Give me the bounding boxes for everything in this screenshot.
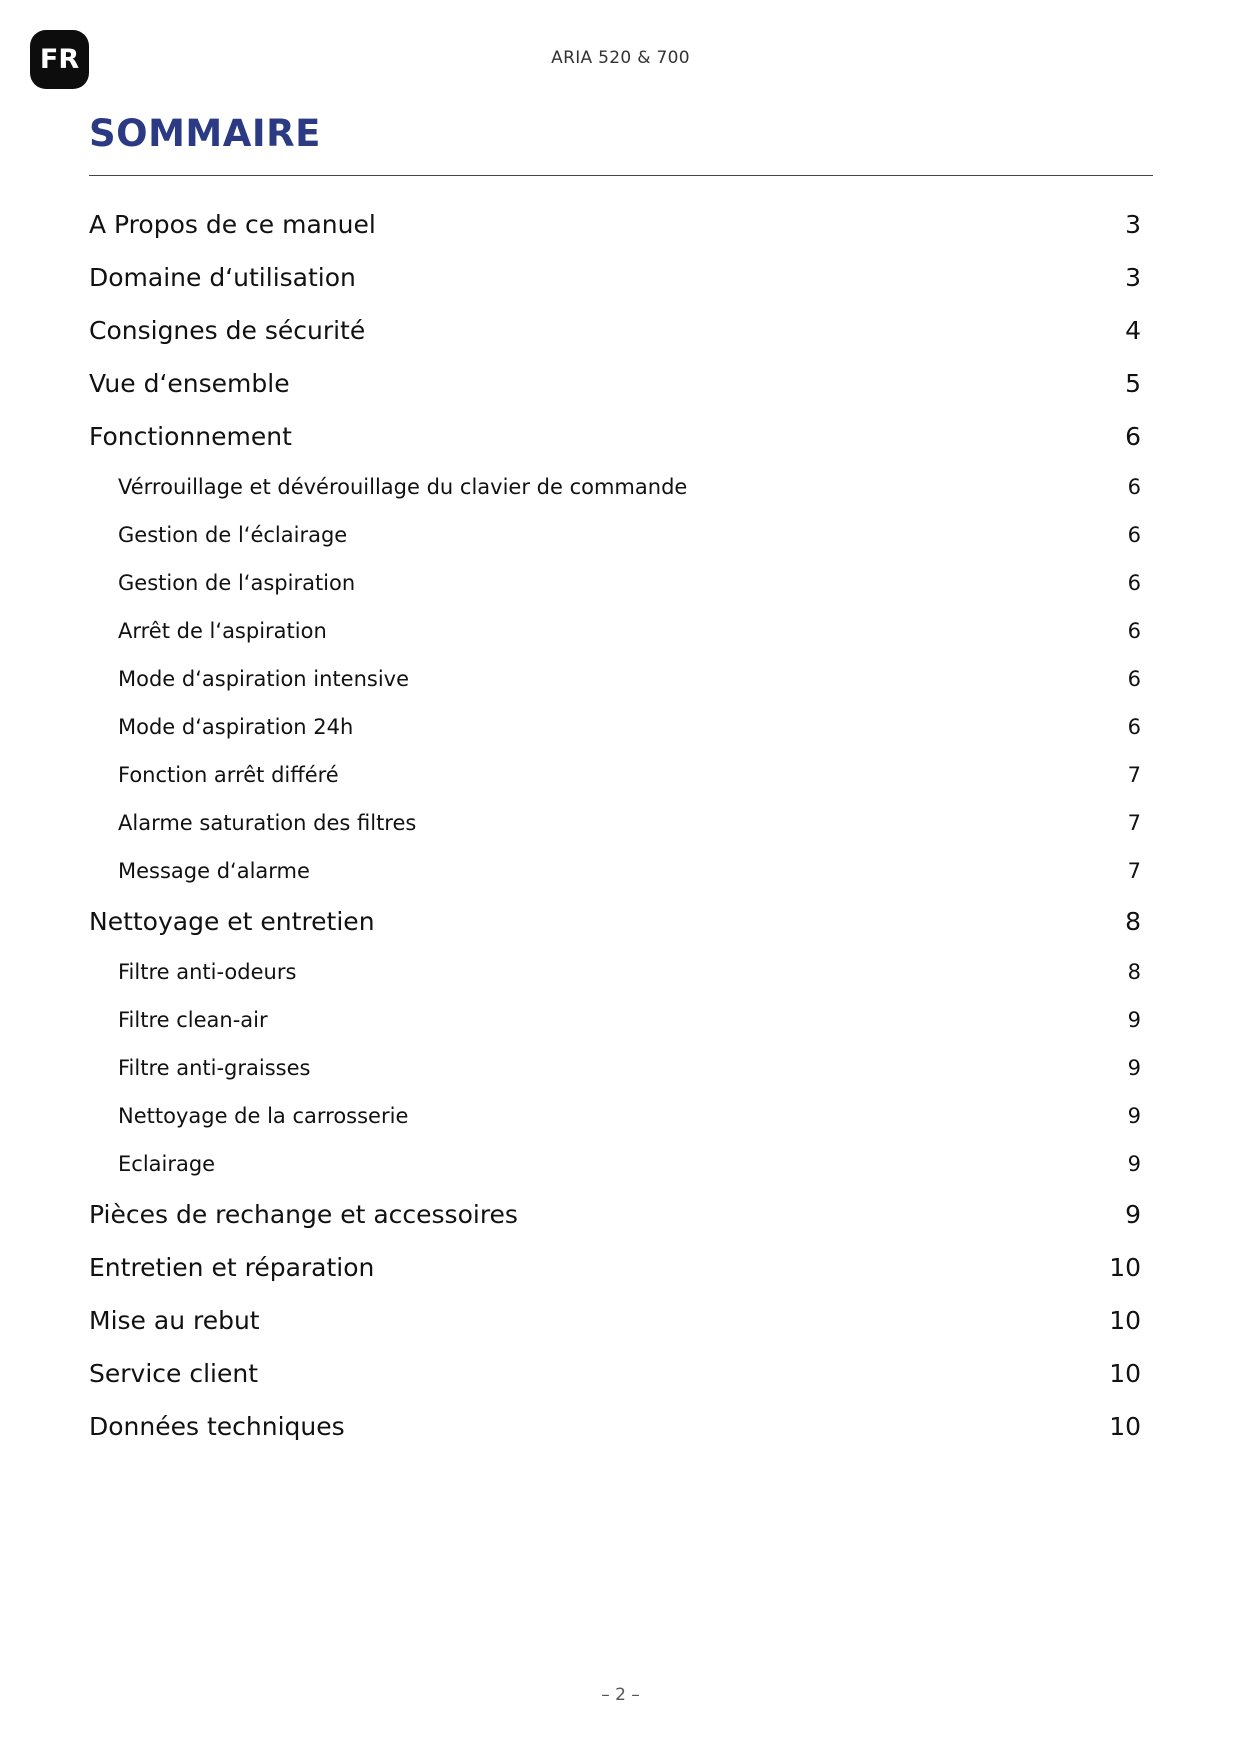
toc-subsection-entry[interactable] xyxy=(89,799,1141,847)
toc-entry-page-number: 9 xyxy=(1127,1008,1141,1032)
toc-entry-label: Message d‘alarme xyxy=(118,859,310,883)
toc-entry-page-number: 6 xyxy=(1127,523,1141,547)
toc-subsection-entry[interactable] xyxy=(89,559,1141,607)
toc-entry-label: Nettoyage et entretien xyxy=(89,907,375,936)
toc-section-entry[interactable] xyxy=(89,251,1141,304)
toc-subsection-entry[interactable] xyxy=(89,1092,1141,1140)
toc-entry-label: Filtre anti-odeurs xyxy=(118,960,297,984)
toc-subsection-entry[interactable] xyxy=(89,607,1141,655)
toc-entry-page-number: 3 xyxy=(1125,210,1141,239)
toc-entry-label: Données techniques xyxy=(89,1412,345,1441)
toc-subsection-entry[interactable] xyxy=(89,1140,1141,1188)
toc-entry-label: Gestion de l‘aspiration xyxy=(118,571,356,595)
toc-entry-label: A Propos de ce manuel xyxy=(89,210,376,239)
toc-entry-label: Fonction arrêt différé xyxy=(118,763,339,787)
toc-entry-label: Domaine d‘utilisation xyxy=(89,263,356,292)
toc-subsection-entry[interactable] xyxy=(89,847,1141,895)
toc-subsection-entry[interactable] xyxy=(89,1044,1141,1092)
toc-entry-page-number: 9 xyxy=(1127,1152,1141,1176)
title-divider xyxy=(89,175,1153,176)
toc-entry-label: Arrêt de l‘aspiration xyxy=(118,619,327,643)
toc-subsection-entry[interactable] xyxy=(89,703,1141,751)
toc-entry-page-number: 5 xyxy=(1125,369,1141,398)
toc-section-entry[interactable] xyxy=(89,1188,1141,1241)
toc-entry-page-number: 10 xyxy=(1109,1306,1141,1335)
toc-entry-label: Eclairage xyxy=(118,1152,216,1176)
toc-entry-label: Pièces de rechange et accessoires xyxy=(89,1200,518,1229)
toc-entry-page-number: 10 xyxy=(1109,1253,1141,1282)
toc-entry-page-number: 6 xyxy=(1127,667,1141,691)
toc-entry-page-number: 8 xyxy=(1127,960,1141,984)
toc-entry-page-number: 6 xyxy=(1127,571,1141,595)
toc-entry-label: Mise au rebut xyxy=(89,1306,260,1335)
toc-entry-page-number: 7 xyxy=(1127,763,1141,787)
toc-subsection-entry[interactable] xyxy=(89,996,1141,1044)
toc-subsection-entry[interactable] xyxy=(89,511,1141,559)
document-header: ARIA 520 & 700 xyxy=(551,48,690,68)
toc-entry-page-number: 4 xyxy=(1125,316,1141,345)
toc-section-entry[interactable] xyxy=(89,1241,1141,1294)
toc-entry-page-number: 7 xyxy=(1127,859,1141,883)
toc-subsection-entry[interactable] xyxy=(89,751,1141,799)
toc-entry-label: Mode d‘aspiration 24h xyxy=(118,715,354,739)
toc-entry-page-number: 9 xyxy=(1125,1200,1141,1229)
toc-entry-label: Nettoyage de la carrosserie xyxy=(118,1104,409,1128)
toc-entry-label: Consignes de sécurité xyxy=(89,316,366,345)
toc-entry-page-number: 6 xyxy=(1125,422,1141,451)
toc-section-entry[interactable] xyxy=(89,1347,1141,1400)
toc-entry-label: Gestion de l‘éclairage xyxy=(118,523,348,547)
toc-subsection-entry[interactable] xyxy=(89,655,1141,703)
toc-entry-page-number: 10 xyxy=(1109,1412,1141,1441)
toc-entry-page-number: 6 xyxy=(1127,619,1141,643)
toc-entry-page-number: 6 xyxy=(1127,715,1141,739)
toc-section-entry[interactable] xyxy=(89,895,1141,948)
toc-entry-page-number: 6 xyxy=(1127,475,1141,499)
toc-entry-label: Filtre anti-graisses xyxy=(118,1056,311,1080)
toc-entry-label: Vérrouillage et dévérouillage du clavier de commande xyxy=(118,475,688,499)
table-of-contents xyxy=(89,198,1141,1453)
toc-entry-page-number: 10 xyxy=(1109,1359,1141,1388)
toc-entry-label: Mode d‘aspiration intensive xyxy=(118,667,410,691)
toc-entry-label: Filtre clean-air xyxy=(118,1008,268,1032)
toc-section-entry[interactable] xyxy=(89,304,1141,357)
toc-entry-page-number: 8 xyxy=(1125,907,1141,936)
toc-entry-label: Service client xyxy=(89,1359,259,1388)
toc-section-entry[interactable] xyxy=(89,198,1141,251)
toc-entry-label: Entretien et réparation xyxy=(89,1253,375,1282)
toc-entry-label: Fonctionnement xyxy=(89,422,292,451)
toc-section-entry[interactable] xyxy=(89,1400,1141,1453)
toc-entry-label: Vue d‘ensemble xyxy=(89,369,290,398)
toc-entry-page-number: 7 xyxy=(1127,811,1141,835)
toc-subsection-entry[interactable] xyxy=(89,948,1141,996)
toc-entry-page-number: 9 xyxy=(1127,1056,1141,1080)
toc-entry-page-number: 9 xyxy=(1127,1104,1141,1128)
toc-section-entry[interactable] xyxy=(89,1294,1141,1347)
toc-section-entry[interactable] xyxy=(89,410,1141,463)
language-code: FR xyxy=(39,44,80,75)
page-number: – 2 – xyxy=(601,1685,640,1705)
toc-entry-page-number: 3 xyxy=(1125,263,1141,292)
page-title: SOMMAIRE xyxy=(89,112,321,155)
toc-section-entry[interactable] xyxy=(89,357,1141,410)
toc-entry-label: Alarme saturation des filtres xyxy=(118,811,417,835)
toc-subsection-entry[interactable] xyxy=(89,463,1141,511)
